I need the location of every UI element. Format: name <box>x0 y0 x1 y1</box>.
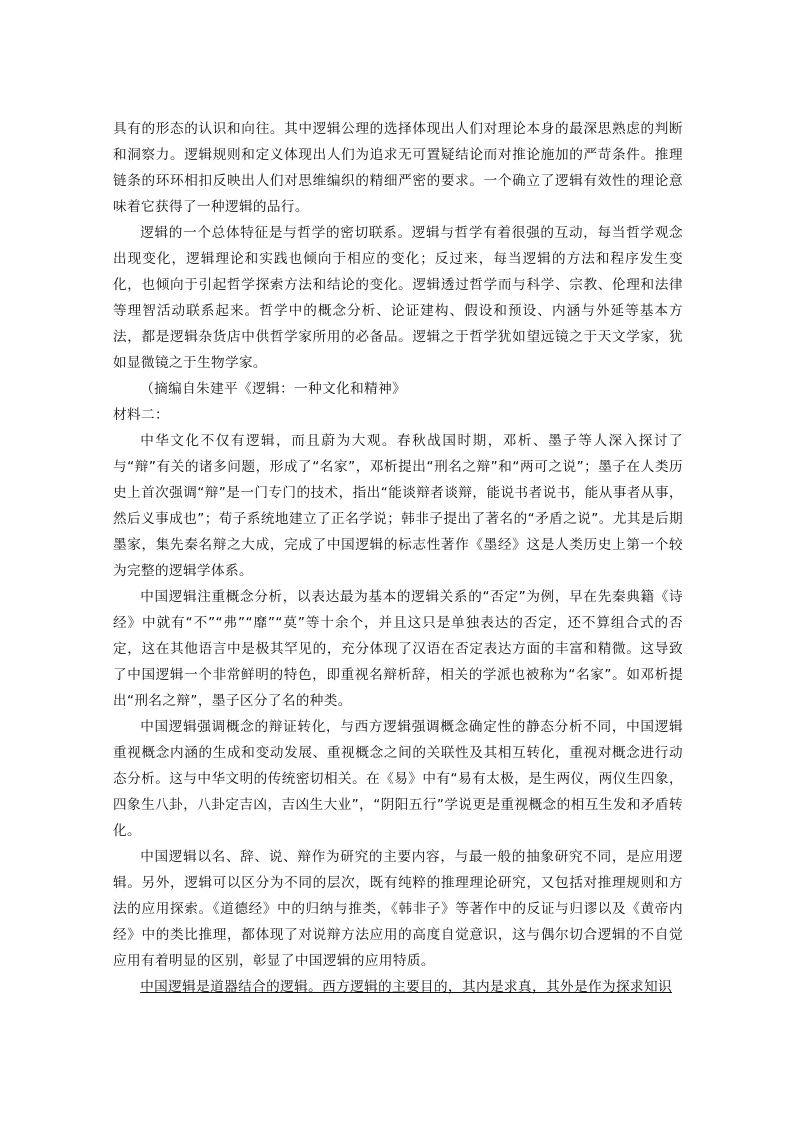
document-page <box>113 116 683 1000</box>
underlined-text: 中国逻辑是道器结合的逻辑。西方逻辑的主要目的，其内是求真，其外是作为探求知识 <box>140 979 672 995</box>
paragraph-1: 具有的形态的认识和向往。其中逻辑公理的选择体现出人们对理论本身的最深思熟虑的判断和洞察力。逻辑规则和定义体现出人们为追求无可置疑结论而对推论施加的严苛条件。推理链条的环环相扣反映出人们对思维编织的精细严密的要求。一个确立了逻辑有效性的理论意味着它获得了一种逻辑的品行。 <box>113 121 683 215</box>
source-citation: （摘编自朱建平《逻辑：一种文化和精神》 <box>140 381 407 397</box>
material-two-label: 材料二： <box>113 407 169 423</box>
paragraph-2: 逻辑的一个总体特征是与哲学的密切联系。逻辑与哲学有着很强的互动，每当哲学观念出现变化，逻辑理论和实践也倾向于相应的变化；反过来，每当逻辑的方法和程序发生变化，也倾向于引起哲学探索方法和结论的变化。逻辑透过哲学而与科学、宗教、伦理和法律等理智活动联系起来。哲学中的概念分析、论证建构、假设和预设、内涵与外延等基本方法，都是逻辑杂货店中供哲学家所用的必备品。逻辑之于哲学犹如望远镜之于天文学家，犹如显微镜之于生物学家。 <box>113 225 683 371</box>
paragraph-3: 中华文化不仅有逻辑，而且蔚为大观。春秋战国时期，邓析、墨子等人深入探讨了与“辩”有关的诸多问题，形成了“名家”，邓析提出“刑名之辩”和“两可之说”；墨子在人类历史上首次强调“辩”是一门专门的技术，指出“能谈辩者谈辩，能说书者说书，能从事者从事，然后义事成也”；荀子系统地建立了正名学说；韩非子提出了著名的“矛盾之说”。尤其是后期墨家，集先秦名辩之大成，完成了中国逻辑的标志性著作《墨经》这是人类历史上第一个较为完整的逻辑学体系。 <box>113 433 683 579</box>
paragraph-4: 中国逻辑注重概念分析，以表达最为基本的逻辑关系的“否定”为例，早在先秦典籍《诗经》中就有“不”“弗”“靡”“莫”等十余个，并且这只是单独表达的否定，还不算组合式的否定，这在其他语言中是极其罕见的，充分体现了汉语在否定表达方面的丰富和精微。这导致了中国逻辑一个非常鲜明的特色，即重视名辩析辞，相关的学派也被称为“名家”。如邓析提出“刑名之辩”，墨子区分了名的种类。 <box>113 589 683 709</box>
paragraph-7 <box>113 974 683 1000</box>
paragraph-6: 中国逻辑以名、辞、说、辩作为研究的主要内容，与最一般的抽象研究不同，是应用逻辑。另外，逻辑可以区分为不同的层次，既有纯粹的推理理论研究，又包括对推理规则和方法的应用探索。《道德经》中的归纳与推类，《韩非子》等著作中的反证与归谬以及《黄帝内经》中的类比推理，都体现了对说辩方法应用的高度自觉意识，这与偶尔切合逻辑的不自觉应用有着明显的区别，彰显了中国逻辑的应用特质。 <box>113 849 683 969</box>
paragraph-5: 中国逻辑强调概念的辩证转化，与西方逻辑强调概念确定性的静态分析不同，中国逻辑重视概念内涵的生成和变动发展、重视概念之间的关联性及其相互转化，重视对概念进行动态分析。这与中华文明的传统密切相关。在《易》中有“易有太极，是生两仪，两仪生四象，四象生八卦，八卦定吉凶，吉凶生大业”，“阴阳五行”学说更是重视概念的相互生发和矛盾转化。 <box>113 719 683 839</box>
